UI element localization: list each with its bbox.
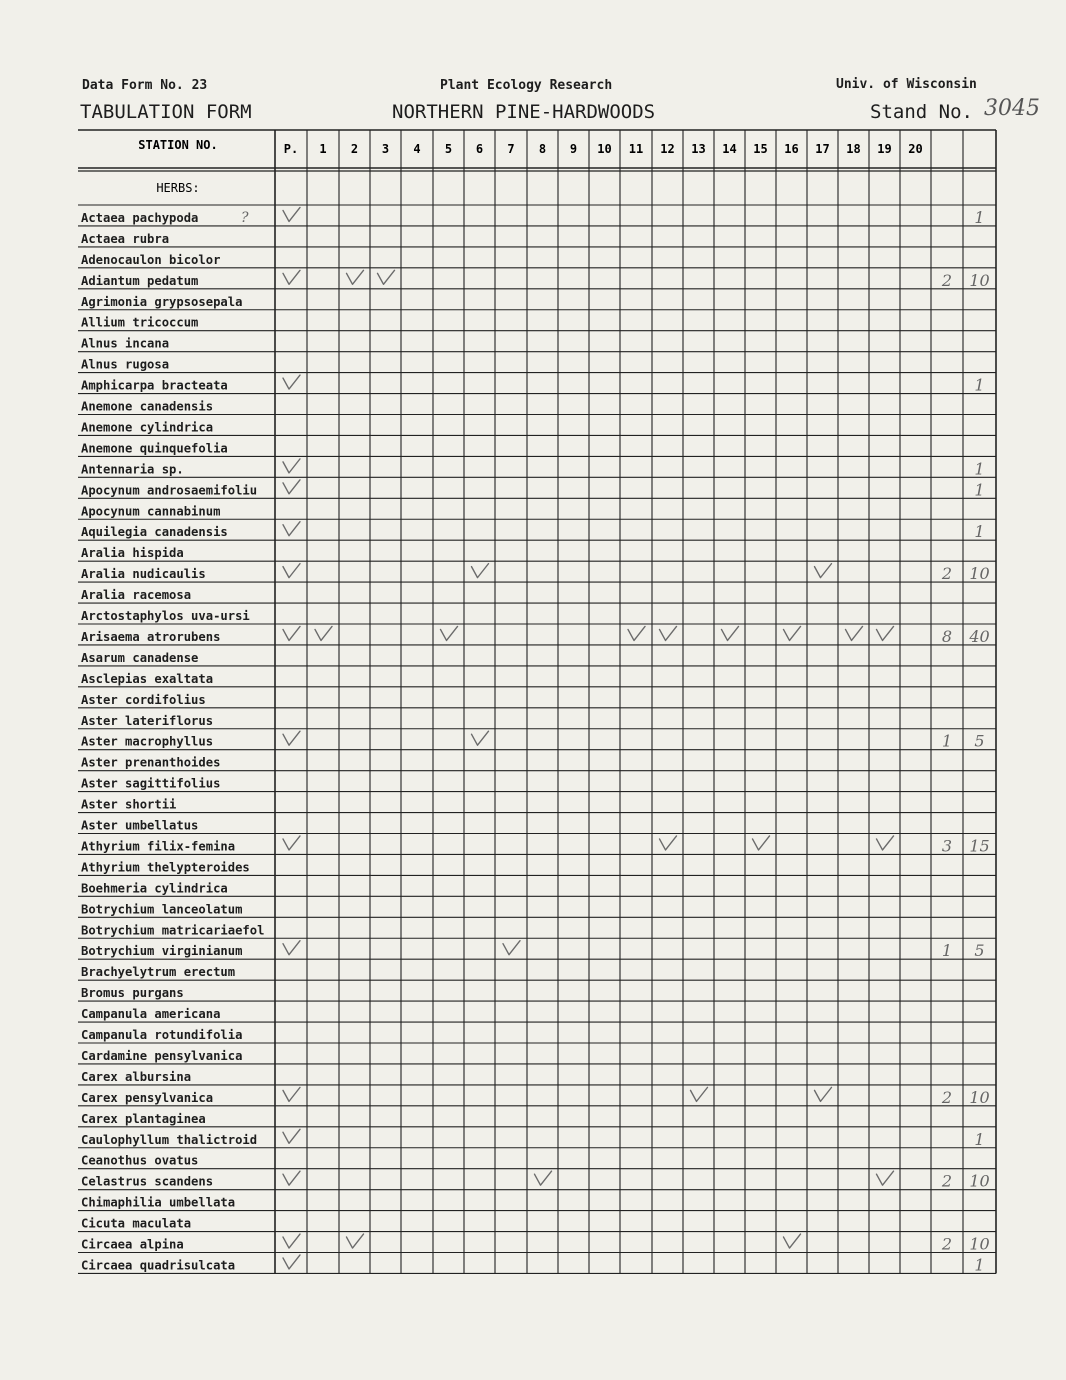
check-mark bbox=[283, 480, 300, 494]
stand-number-value: 3045 bbox=[984, 96, 1040, 121]
check-mark bbox=[472, 564, 489, 578]
species-name: Brachyelytrum erectum bbox=[81, 965, 236, 980]
species-name: Aralia nudicaulis bbox=[81, 567, 206, 582]
check-mark bbox=[283, 207, 300, 221]
check-mark bbox=[722, 626, 739, 640]
species-name: Asclepias exaltata bbox=[81, 671, 214, 686]
check-mark bbox=[660, 836, 677, 850]
frequency-value: 10 bbox=[969, 1171, 990, 1191]
species-name: Alnus incana bbox=[81, 336, 170, 351]
species-name: Aster sagittifolius bbox=[81, 776, 221, 791]
check-mark bbox=[784, 1234, 801, 1248]
species-name: Cicuta maculata bbox=[81, 1216, 192, 1231]
frequency-value: 1 bbox=[974, 1129, 985, 1149]
species-name: Ceanothus ovatus bbox=[81, 1153, 199, 1168]
species-name: Circaea quadrisulcata bbox=[81, 1258, 236, 1273]
species-name: Campanula rotundifolia bbox=[81, 1028, 243, 1042]
frequency-value: 5 bbox=[974, 731, 985, 751]
species-name: Botrychium virginianum bbox=[81, 944, 243, 959]
check-mark bbox=[660, 626, 677, 640]
species-name: Amphicarpa bracteata bbox=[81, 378, 228, 393]
species-name: Aralia hispida bbox=[81, 546, 184, 561]
stand-number-label: Stand No. bbox=[870, 101, 973, 123]
species-name: Adenocaulon bicolor bbox=[81, 252, 221, 267]
species-name: Carex pensylvanica bbox=[81, 1090, 214, 1105]
species-name: Aster lateriflorus bbox=[81, 713, 214, 728]
column-header: 14 bbox=[722, 142, 737, 156]
check-mark bbox=[877, 626, 894, 640]
check-mark bbox=[283, 1087, 300, 1101]
check-mark bbox=[877, 1171, 894, 1185]
frequency-value: 5 bbox=[974, 941, 985, 961]
station-count: 2 bbox=[941, 270, 953, 290]
check-mark bbox=[877, 836, 894, 850]
check-mark bbox=[283, 1255, 300, 1269]
check-mark bbox=[283, 626, 300, 640]
species-name: Asarum canadense bbox=[81, 650, 199, 665]
frequency-value: 1 bbox=[974, 207, 985, 227]
station-count: 1 bbox=[941, 731, 953, 751]
species-name: Botrychium matricariaefol bbox=[81, 923, 265, 938]
species-name: Chimaphilia umbellata bbox=[81, 1195, 236, 1210]
species-name: Anemone cylindrica bbox=[81, 420, 214, 435]
species-name: Circaea alpina bbox=[81, 1237, 184, 1252]
check-mark bbox=[753, 836, 770, 850]
species-name: Aster shortii bbox=[81, 797, 177, 812]
column-header: 3 bbox=[381, 142, 390, 156]
station-count: 1 bbox=[941, 941, 953, 961]
check-mark bbox=[378, 270, 395, 284]
frequency-value: 10 bbox=[969, 1087, 990, 1107]
column-header: P. bbox=[283, 142, 299, 156]
column-header: 18 bbox=[846, 142, 861, 156]
species-note: ? bbox=[241, 209, 249, 226]
column-header: 17 bbox=[815, 142, 830, 156]
check-mark bbox=[283, 836, 300, 850]
species-name: Bromus purgans bbox=[81, 986, 184, 1001]
frequency-value: 10 bbox=[969, 1234, 990, 1254]
column-header: 7 bbox=[507, 142, 515, 156]
column-header: 12 bbox=[660, 142, 675, 156]
species-name: Anemone canadensis bbox=[81, 399, 214, 414]
species-name: Aster umbellatus bbox=[81, 818, 199, 833]
form-title: TABULATION FORM bbox=[80, 101, 252, 123]
species-name: Antennaria sp. bbox=[81, 462, 184, 477]
check-mark bbox=[815, 564, 832, 578]
species-name: Athyrium filix-femina bbox=[81, 839, 236, 854]
species-name: Alnus rugosa bbox=[81, 357, 170, 372]
species-name: Actaea pachypoda bbox=[81, 210, 199, 225]
form-number: Data Form No. 23 bbox=[82, 78, 208, 93]
frequency-value: 1 bbox=[974, 522, 985, 542]
species-name: Arctostaphylos uva-ursi bbox=[81, 609, 250, 623]
species-name: Anemone quinquefolia bbox=[81, 441, 228, 456]
column-header: 6 bbox=[475, 142, 484, 156]
species-name: Aster prenanthoides bbox=[81, 755, 221, 770]
species-name: Boehmeria cylindrica bbox=[81, 881, 228, 896]
check-mark bbox=[283, 1171, 300, 1185]
column-header: 2 bbox=[350, 142, 359, 156]
check-mark bbox=[441, 626, 458, 640]
species-name: Carex plantaginea bbox=[81, 1111, 206, 1126]
column-header: 11 bbox=[628, 142, 644, 156]
frequency-value: 10 bbox=[969, 564, 990, 584]
species-name: Athyrium thelypteroides bbox=[81, 860, 250, 875]
check-mark bbox=[691, 1087, 708, 1101]
check-mark bbox=[283, 1234, 300, 1248]
species-name: Campanula americana bbox=[81, 1007, 221, 1022]
column-header: 4 bbox=[413, 142, 421, 156]
check-mark bbox=[503, 941, 520, 955]
species-name: Cardamine pensylvanica bbox=[81, 1048, 243, 1063]
station-count: 3 bbox=[941, 836, 953, 856]
check-mark bbox=[283, 522, 300, 536]
species-name: Botrychium lanceolatum bbox=[81, 902, 243, 917]
column-header: 19 bbox=[877, 142, 892, 156]
column-header: 20 bbox=[908, 142, 923, 156]
frequency-value: 10 bbox=[969, 270, 990, 290]
check-mark bbox=[784, 626, 801, 640]
column-header: 13 bbox=[691, 142, 706, 156]
check-mark bbox=[283, 459, 300, 473]
university: Univ. of Wisconsin bbox=[836, 77, 977, 92]
check-mark bbox=[283, 1129, 300, 1143]
species-name: Agrimonia grypsosepala bbox=[81, 294, 243, 309]
station-count: 2 bbox=[941, 564, 953, 584]
check-mark bbox=[846, 626, 863, 640]
species-name: Adiantum pedatum bbox=[81, 273, 199, 288]
column-header: 1 bbox=[319, 142, 327, 156]
species-name: Aralia racemosa bbox=[81, 588, 192, 603]
frequency-value: 1 bbox=[974, 459, 985, 479]
species-name: Celastrus scandens bbox=[81, 1174, 214, 1189]
check-mark bbox=[815, 1087, 832, 1101]
column-header: 8 bbox=[538, 142, 547, 156]
column-header: 9 bbox=[569, 142, 578, 156]
species-name: Aquilegia canadensis bbox=[81, 525, 228, 540]
frequency-value: 1 bbox=[974, 1255, 985, 1275]
check-mark bbox=[535, 1171, 552, 1185]
frequency-value: 1 bbox=[974, 375, 985, 395]
check-mark bbox=[283, 375, 300, 389]
column-header: 16 bbox=[784, 142, 799, 156]
section-label-herbs: HERBS: bbox=[156, 181, 200, 195]
check-mark bbox=[628, 626, 645, 640]
species-name: Aster cordifolius bbox=[81, 692, 206, 707]
species-name: Apocynum cannabinum bbox=[81, 504, 221, 519]
station-count: 2 bbox=[941, 1234, 953, 1254]
column-header: 15 bbox=[753, 142, 768, 156]
station-count: 2 bbox=[941, 1171, 953, 1191]
frequency-value: 40 bbox=[969, 626, 990, 646]
check-mark bbox=[472, 731, 489, 745]
check-mark bbox=[283, 270, 300, 284]
station-count: 8 bbox=[941, 626, 953, 646]
species-name: Arisaema atrorubens bbox=[81, 629, 221, 644]
column-header: 5 bbox=[444, 142, 453, 156]
species-name: Aster macrophyllus bbox=[81, 734, 214, 749]
species-name: Allium tricoccum bbox=[81, 315, 199, 330]
organization: Plant Ecology Research bbox=[440, 78, 613, 93]
frequency-value: 1 bbox=[974, 480, 985, 500]
stand-title: NORTHERN PINE-HARDWOODS bbox=[392, 101, 656, 123]
frequency-value: 15 bbox=[969, 836, 990, 856]
species-name: Carex albursina bbox=[81, 1069, 192, 1084]
station-count: 2 bbox=[941, 1087, 953, 1107]
check-mark bbox=[283, 941, 300, 955]
check-mark bbox=[347, 270, 364, 284]
check-mark bbox=[347, 1234, 364, 1248]
species-name: Actaea rubra bbox=[81, 231, 170, 246]
species-name: Caulophyllum thalictroid bbox=[81, 1132, 258, 1147]
check-mark bbox=[283, 731, 300, 745]
column-header: 10 bbox=[597, 142, 612, 156]
check-mark bbox=[315, 626, 332, 640]
species-name: Apocynum androsaemifoliu bbox=[81, 483, 258, 498]
check-mark bbox=[283, 564, 300, 578]
station-number-label: STATION NO. bbox=[138, 138, 218, 152]
